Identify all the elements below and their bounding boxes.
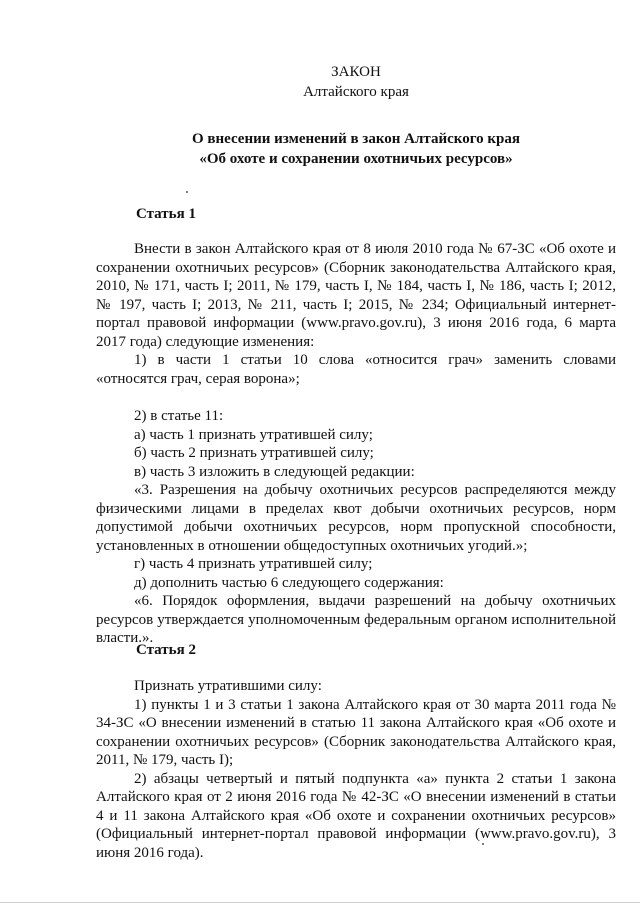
article1-item2-block (96, 407, 616, 648)
article1-item2-d: д) дополнить частью 6 следующего содержания: (134, 574, 444, 591)
article2-intro: Признать утратившими силу: (134, 678, 322, 694)
article1-item2-g: г) часть 4 признать утратившей силу; (134, 556, 373, 572)
law-heading-line1: О внесении изменений в закон Алтайского края (191, 131, 521, 147)
article1-item2-b: б) часть 2 признать утратившей силу; (134, 445, 374, 461)
law-heading-line2: «Об охоте и сохранении охотничьих ресурсов» (199, 151, 513, 167)
law-title: ЗАКОН (331, 64, 381, 80)
article1-body (96, 240, 616, 388)
article2-item2: 2) абзацы четвертый и пятый подпункта «а» пункта 2 статьи 1 закона Алтайского края от 2 июня 2016 года № 42-ЗС «О внесении изменений в статьи 4 и 11 закона Алтайского края «Об охоте и сохранении охотничьих ресурсов» (Официальный интернет-портал правовой информации (www.pravo.gov.ru), 3 июня 2016 года). (96, 770, 616, 861)
page-bottom-edge (0, 902, 640, 903)
article1-item2-a: а) часть 1 признать утратившей силу; (134, 426, 373, 443)
article1-title: Статья 1 (136, 206, 196, 222)
article1-item2-c: в) часть 3 изложить в следующей редакции: (134, 463, 415, 480)
article2-title: Статья 2 (136, 642, 196, 658)
scan-speck (482, 843, 484, 845)
article1-item2-head: 2) в статье 11: (134, 408, 224, 424)
law-region: Алтайского края (303, 84, 409, 100)
article1-intro: Внести в закон Алтайского края от 8 июля 2010 года № 67-ЗС «Об охоте и сохранении охотничьих ресурсов» (Сборник законодательства Алтайского края, 2010, № 171, часть I; 2011, № 179, часть I, № 184, часть I, № 186, часть I; 2012, № 197, часть I; 2013, № 211, часть I; 2015, № 234; Официальный интернет-портал правовой информации (www.pravo.gov.ru), 3 июня 2016 года, 6 марта 2017 года) следующие изменения: (96, 241, 616, 350)
article2-item1: 1) пункты 1 и 3 статьи 1 закона Алтайского края от 30 марта 2011 года № 34-ЗС «О внесении изменений в статью 11 закона Алтайского края «Об охоте и сохранении охотничьих ресурсов» (Сборник законодательства Алтайского края, 2011, № 179, часть I); (96, 696, 616, 768)
scan-speck (186, 191, 188, 193)
article2-body (96, 677, 616, 862)
article1-quote3: «3. Разрешения на добычу охотничьих ресурсов распределяются между физическими лицами в пределах квот добычи охотничьих ресурсов, норм допустимой добычи охотничьих ресурсов, норм пропускной способности, установленных в отношении общедоступных охотничьих угодий.»; (96, 482, 616, 554)
article1-quote6: «6. Порядок оформления, выдачи разрешений на добычу охотничьих ресурсов утверждается уполномоченным федеральным органом исполнительной власти.». (96, 593, 616, 646)
article1-item1: 1) в части 1 статьи 10 слова «относится грач» заменить словами «относятся грач, серая ворона»; (96, 352, 616, 387)
